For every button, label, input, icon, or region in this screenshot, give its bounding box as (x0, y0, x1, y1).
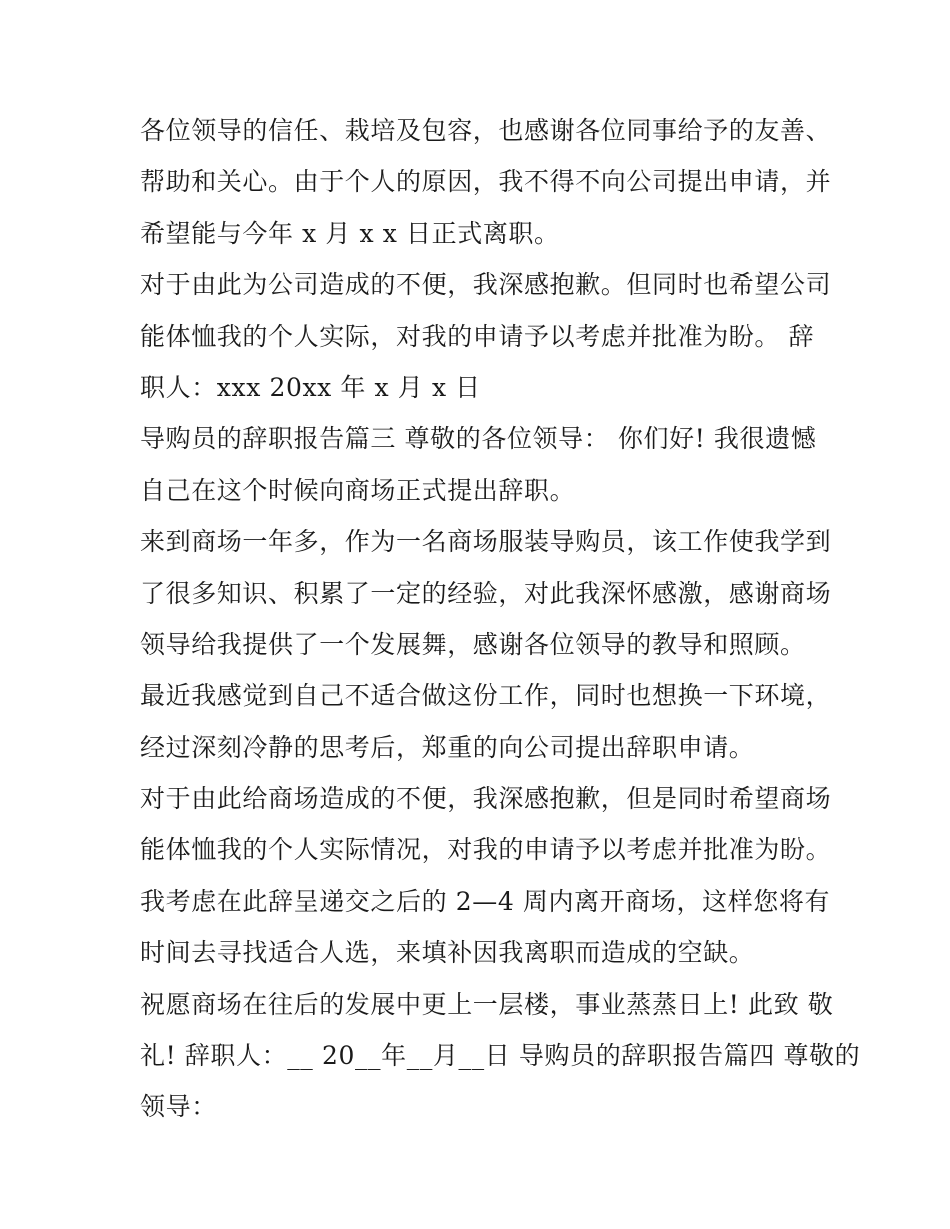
text-line: 我考虑在此辞呈递交之后的 2—4 周内离开商场，这样您将有 (140, 886, 831, 916)
text-line: 各位领导的信任、栽培及包容，也感谢各位同事给予的友善、 (140, 116, 832, 145)
text-line: 来到商场一年多，作为一名商场服装导购员，该工作使我学到 (140, 527, 832, 557)
text-line: 领导： (140, 1092, 217, 1122)
text-line: 职人：xxx 20xx 年 x 月 x 日 (140, 372, 481, 402)
text-line: 希望能与今年 x 月 x x 日正式离职。 (140, 218, 560, 248)
text-line: 自己在这个时候向商场正式提出辞职。 (140, 475, 576, 505)
text-line: 礼! 辞职人：__ 20__年__月__日 导购员的辞职报告篇四 尊敬的 (140, 1041, 861, 1071)
text-line: 祝愿商场在往后的发展中更上一层楼，事业蒸蒸日上! 此致 敬 (140, 989, 834, 1019)
text-line: 时间去寻找适合人选，来填补因我离职而造成的空缺。 (140, 938, 755, 968)
text-line: 最近我感觉到自己不适合做这份工作，同时也想换一下环境， (140, 681, 832, 711)
text-line: 能体恤我的个人实际情况，对我的申请予以考虑并批准为盼。 (140, 835, 832, 865)
document-body (140, 105, 861, 1133)
text-line: 导购员的辞职报告篇三 尊敬的各位领导： 你们好! 我很遗憾 (140, 424, 817, 454)
text-line: 了很多知识、积累了一定的经验，对此我深怀感激，感谢商场 (140, 578, 832, 608)
text-line: 经过深刻冷静的思考后，郑重的向公司提出辞职申请。 (140, 732, 755, 762)
text-line: 对于由此为公司造成的不便，我深感抱歉。但同时也希望公司 (140, 270, 832, 300)
text-line: 帮助和关心。由于个人的原因，我不得不向公司提出申请，并 (140, 167, 832, 197)
text-line: 能体恤我的个人实际，对我的申请予以考虑并批准为盼。 辞 (140, 321, 815, 351)
text-line: 对于由此给商场造成的不便，我深感抱歉，但是同时希望商场 (140, 784, 832, 814)
text-line: 领导给我提供了一个发展舞，感谢各位领导的教导和照顾。 (140, 629, 806, 659)
